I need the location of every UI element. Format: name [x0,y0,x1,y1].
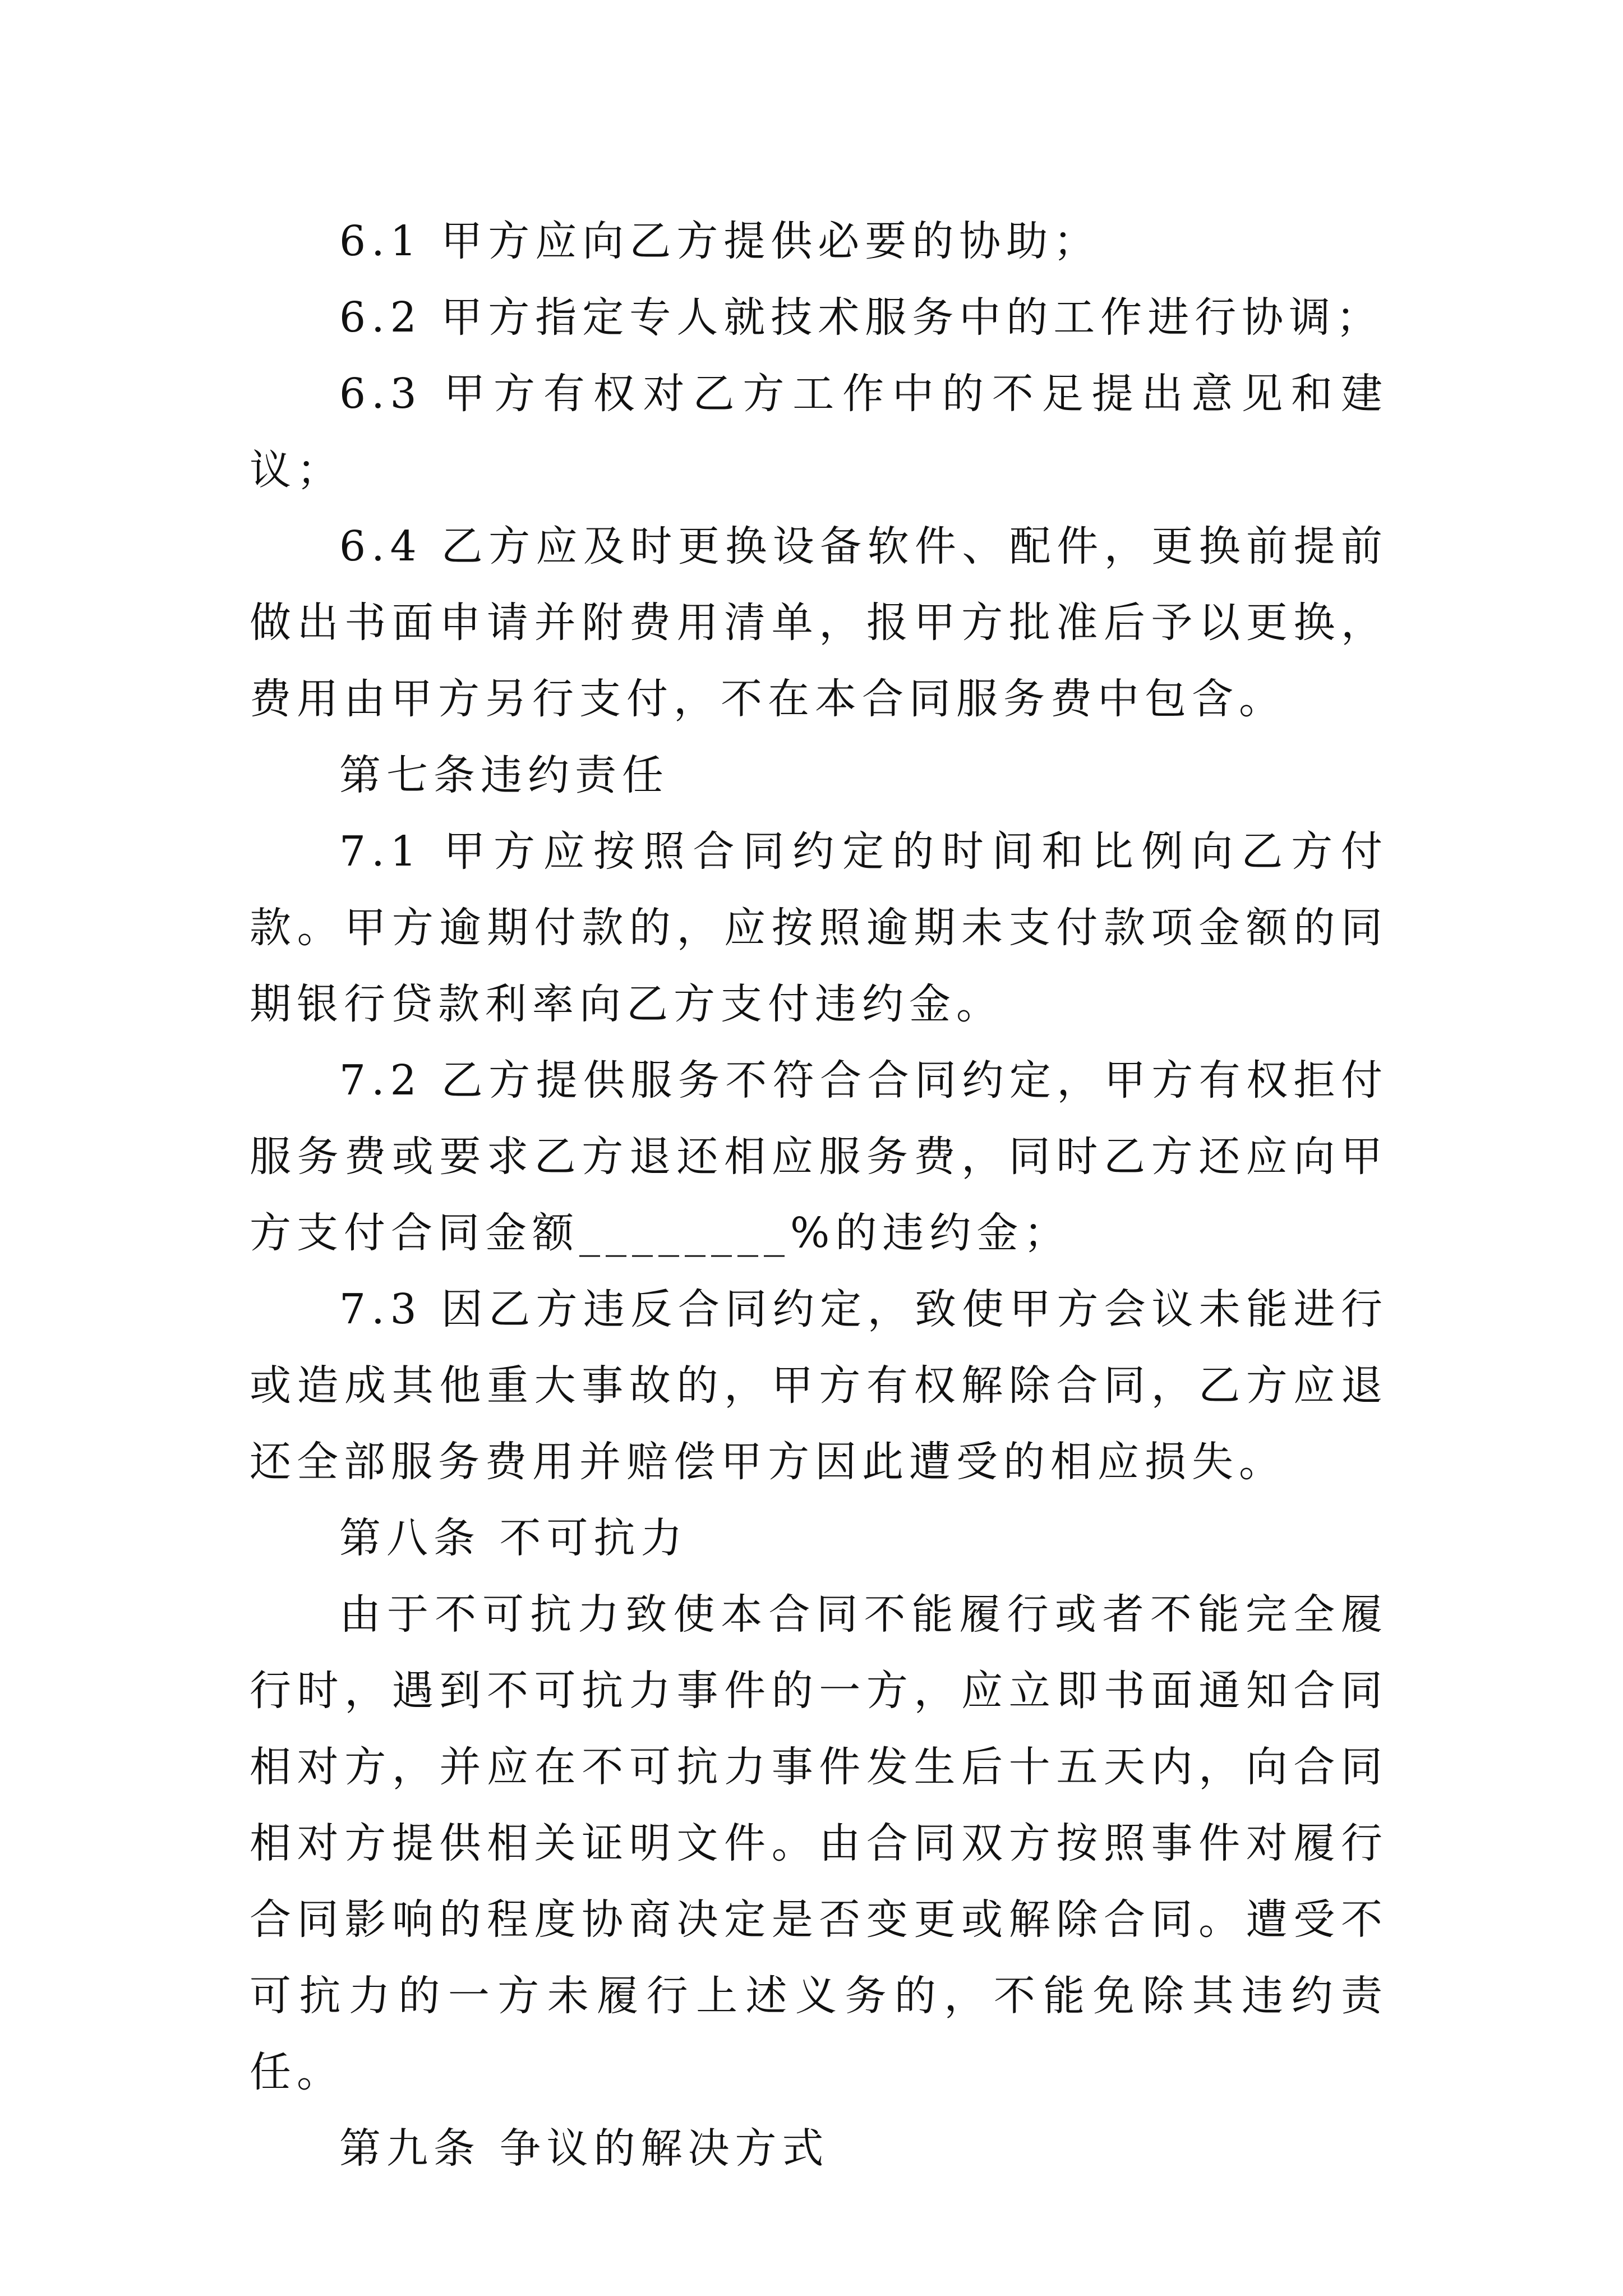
clause-7-3: 7.3 因乙方违反合同约定，致使甲方会议未能进行或造成其他重大事故的，甲方有权解除合同，乙方应退还全部服务费用并赔偿甲方因此遭受的相应损失。 [250,1285,1388,1486]
article-8-heading: 第八条 不可抗力 [339,1514,688,1562]
clause-7-1: 7.1 甲方应按照合同约定的时间和比例向乙方付款。甲方逾期付款的，应按照逾期未支付款项金额的同期银行贷款利率向乙方支付违约金。 [250,827,1388,1028]
article-8-body: 由于不可抗力致使本合同不能履行或者不能完全履行时，遇到不可抗力事件的一方，应立即书面通知合同相对方，并应在不可抗力事件发生后十五天内，向合同相对方提供相关证明文件。由合同双方按照事件对履行合同影响的程度协商决定是否变更或解除合同。遭受不可抗力的一方未履行上述义务的，不能免除其违约责任。 [250,1590,1388,2096]
document-body [250,203,1388,2187]
clause-6-4: 6.4 乙方应及时更换设备软件、配件，更换前提前做出书面申请并附费用清单，报甲方批准后予以更换，费用由甲方另行支付，不在本合同服务费中包含。 [250,522,1388,723]
clause-7-2: 7.2 乙方提供服务不符合合同约定，甲方有权拒付服务费或要求乙方退还相应服务费，同时乙方还应向甲方支付合同金额________%的违约金； [250,1056,1388,1257]
clause-6-2: 6.2 甲方指定专人就技术服务中的工作进行协调； [339,293,1384,342]
article-7-heading: 第七条违约责任 [339,751,669,799]
article-9-heading: 第九条 争议的解决方式 [339,2124,829,2173]
clause-6-1: 6.1 甲方应向乙方提供必要的协助； [339,217,1101,265]
clause-6-3: 6.3 甲方有权对乙方工作中的不足提出意见和建议； [250,370,1388,494]
